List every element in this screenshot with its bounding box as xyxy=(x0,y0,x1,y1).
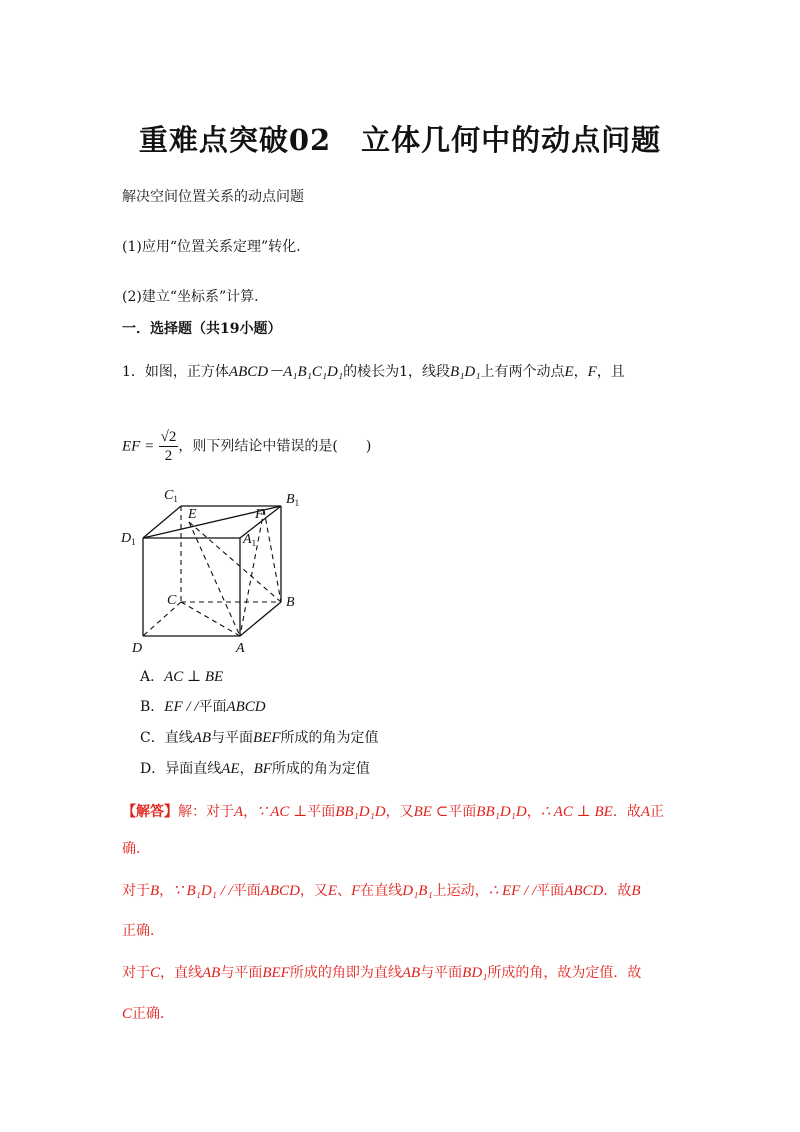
label-b1: $B_1$ xyxy=(286,492,300,508)
q1-segment: B₁D₁ xyxy=(450,364,481,380)
answer-math: F xyxy=(351,883,361,899)
answer-text: 所成的角即为直线 xyxy=(289,965,402,981)
answer-line-5 xyxy=(122,962,641,982)
answer-math: ∵ AC ⊥ xyxy=(257,804,308,820)
option-d[interactable] xyxy=(140,758,370,778)
intro-line-1: 解决空间位置关系的动点问题 xyxy=(122,189,304,205)
label-b: B xyxy=(286,595,295,610)
q1-text-3: ，且 xyxy=(596,364,625,380)
answer-line-1 xyxy=(122,801,664,821)
option-b-text: 平面 xyxy=(198,699,227,715)
answer-math: D₁B₁ xyxy=(402,883,433,899)
label-c: C xyxy=(167,593,177,608)
label-d1: $D_1$ xyxy=(121,531,136,547)
cube-figure xyxy=(118,488,318,658)
option-c[interactable] xyxy=(140,727,379,747)
answer-math: ∴ EF / / xyxy=(488,883,537,899)
q1-ef-equals: EF = xyxy=(122,438,155,455)
intro-line-2: (1)应用“位置关系定理”转化. xyxy=(122,239,301,255)
answer-math: AB xyxy=(401,965,421,981)
label-f: F xyxy=(255,507,264,522)
label-a: A xyxy=(236,641,245,656)
q1-comma: ， xyxy=(573,364,588,380)
answer-math: ∵ B₁D₁ / / xyxy=(173,883,233,899)
answer-text: ．故 xyxy=(612,804,641,820)
answer-text: 对于 xyxy=(122,965,150,981)
answer-math: BB₁D₁D xyxy=(335,804,386,820)
option-d-comma: ， xyxy=(239,761,254,777)
q1-point-f: F xyxy=(587,364,597,380)
answer-math: A xyxy=(234,804,244,820)
answer-text: 所成的角，故为定值．故 xyxy=(487,965,642,981)
q1-text-4: ，则下列结论中错误的是 xyxy=(178,438,333,455)
answer-line-3 xyxy=(122,880,641,900)
answer-text: 在直线 xyxy=(360,883,403,899)
answer-math: BE ⊂ xyxy=(413,804,449,820)
hidden-line-e-a xyxy=(189,522,240,636)
option-c-text-1: 与平面 xyxy=(211,730,254,746)
option-c-math-2: BEF xyxy=(253,730,281,746)
answer-math: ABCD xyxy=(564,883,604,899)
answer-line-2: 确． xyxy=(122,841,150,857)
option-d-text: 所成的角为定值 xyxy=(271,761,370,777)
answer-text: 正 xyxy=(650,804,665,820)
answer-tag: 【解答】 xyxy=(122,804,178,820)
edge-a-b xyxy=(240,602,281,636)
question-1-line-1 xyxy=(122,360,625,381)
answer-math: C xyxy=(122,1006,133,1022)
answer-math: AB xyxy=(202,965,221,981)
q1-text-1: 的棱长为1，线段 xyxy=(343,364,451,380)
q1-text-2: 上有两个动点 xyxy=(480,364,565,380)
section-heading: 一．选择题（共19小题） xyxy=(122,321,282,337)
intro-line-3: (2)建立“坐标系”计算. xyxy=(122,289,259,305)
hidden-line-c-a xyxy=(181,602,240,636)
answer-text: 与平面 xyxy=(420,965,463,981)
answer-math: BD₁ xyxy=(462,965,488,981)
label-a1: $A_1$ xyxy=(243,532,257,548)
answer-text: ，直线 xyxy=(160,965,203,981)
answer-text: ，又 xyxy=(385,804,414,820)
option-c-math: AB xyxy=(192,730,212,746)
answer-math: B xyxy=(150,883,160,899)
option-a-label: A． xyxy=(140,669,165,685)
answer-text: ， xyxy=(243,804,258,820)
answer-math: BB₁D₁D xyxy=(476,804,527,820)
q1-cube-name: ABCD－A₁B₁C₁D₁ xyxy=(228,364,344,380)
answer-text: 与平面 xyxy=(220,965,263,981)
option-c-label: C．直线 xyxy=(140,730,193,746)
option-a[interactable] xyxy=(140,666,223,686)
answer-text: 上运动， xyxy=(432,883,489,899)
option-b-math: EF / / xyxy=(164,699,199,715)
answer-text: 平面 xyxy=(448,804,477,820)
option-c-text-2: 所成的角为定值 xyxy=(280,730,379,746)
answer-text: 平面 xyxy=(307,804,336,820)
answer-text: ， xyxy=(526,804,541,820)
q1-fraction xyxy=(159,428,179,465)
hidden-line-e-b xyxy=(189,522,281,602)
q1-number: 1．如图，正方体 xyxy=(122,364,229,380)
answer-text: ， xyxy=(159,883,174,899)
question-1-line-2 xyxy=(122,428,371,465)
q1-point-e: E xyxy=(564,364,574,380)
answer-math: ∴ AC ⊥ BE xyxy=(540,804,613,820)
option-d-math-2: BF xyxy=(253,761,272,777)
q1-answer-paren: ( ) xyxy=(332,438,372,455)
option-b-math-2: ABCD xyxy=(226,699,266,715)
answer-text: 对于 xyxy=(122,883,150,899)
label-d: D xyxy=(132,641,143,656)
answer-text: 正确． xyxy=(132,1006,175,1022)
answer-math: B xyxy=(631,883,641,899)
option-d-label: D．异面直线 xyxy=(140,761,222,777)
answer-text: ，又 xyxy=(299,883,328,899)
answer-math: A xyxy=(640,804,651,820)
label-e: E xyxy=(188,507,197,522)
option-b[interactable] xyxy=(140,696,266,716)
answer-text: ．故 xyxy=(603,883,632,899)
q1-fraction-denominator: 2 xyxy=(164,448,173,464)
answer-text: 、 xyxy=(337,883,352,899)
answer-math: C xyxy=(150,965,161,981)
hidden-line-f-b xyxy=(264,510,281,602)
option-b-label: B． xyxy=(140,699,165,715)
answer-line-4: 正确． xyxy=(122,923,164,939)
page-title: 重难点突破02 立体几何中的动点问题 xyxy=(138,123,662,157)
answer-text: 平面 xyxy=(536,883,565,899)
q1-fraction-numerator: √2 xyxy=(160,429,177,445)
answer-math: ABCD xyxy=(260,883,300,899)
answer-line-6 xyxy=(122,1003,174,1023)
label-c1: $C_1$ xyxy=(164,488,178,504)
answer-text: 解：对于 xyxy=(178,804,234,820)
answer-text: 平面 xyxy=(232,883,261,899)
option-a-math: AC ⊥ BE xyxy=(164,669,224,685)
option-d-math: AE xyxy=(221,761,240,777)
answer-math: BEF xyxy=(262,965,290,981)
answer-math: E xyxy=(327,883,338,899)
